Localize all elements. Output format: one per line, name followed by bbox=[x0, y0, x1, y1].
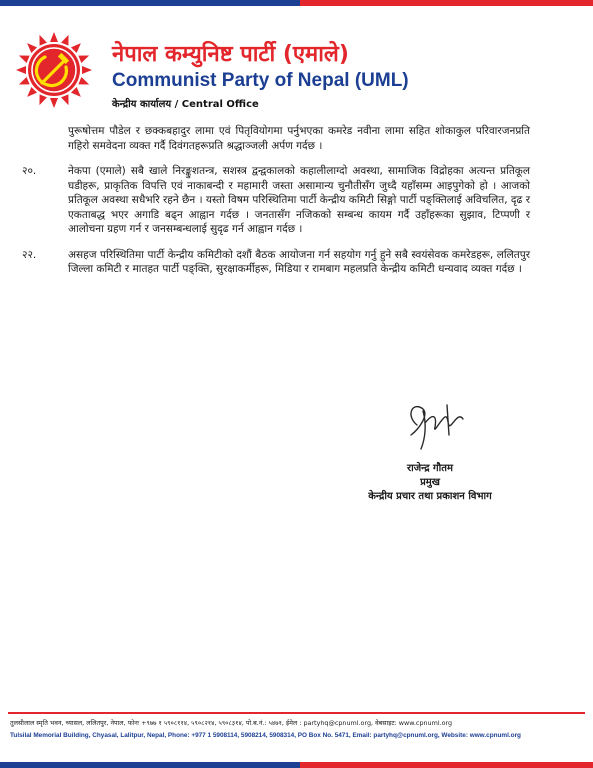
footer-address-nepali: तुलसीलाल स्मृति भवन, च्यासल, ललितपुर, नेपाल, फोनः +९७७ १ ५९०८११४, ५९०८२१४, ५९०८३१४, पो.ब.नं.: ५४७१, ईमेल : partyhq@cpnuml.org, वेबसाइट: www.cpnuml.org bbox=[10, 719, 453, 727]
item-number: २२. bbox=[22, 248, 37, 261]
signatory-name: राजेन्द्र गौतम bbox=[407, 463, 453, 474]
intro-paragraph: पुरूषोत्तम पौडेल र छक्कबहादुर लामा एवं पितृवियोगमा पर्नुभएका कमरेड नवीना लामा सहित शोकाकुल परिवारजनप्रति गहिरो समवेदना व्यक्त गर्दै दिवंगतहरूप्रति श्रद्धाञ्जली अर्पण गर्दछ । bbox=[68, 125, 530, 152]
party-name-english: Communist Party of Nepal (UML) bbox=[112, 70, 409, 91]
party-emblem-icon bbox=[14, 30, 94, 110]
bottom-band-blue bbox=[0, 762, 300, 768]
numbered-item bbox=[22, 248, 530, 277]
office-label: केन्द्रीय कार्यालय / Central Office bbox=[112, 99, 259, 110]
top-band-red bbox=[300, 0, 593, 6]
item-text: असहज परिस्थितिमा पार्टी केन्द्रीय कमिटीको दशौं बैठक आयोजना गर्न सहयोग गर्नु हुने सबै स्वयंसेवक कमरेडहरू, ललितपुर जिल्ला कमिटी र मातहत पार्टी पङ्क्ति, सुरक्षाकर्मीहरू, मिडिया र रामबाग महलप्रति केन्द्रीय कमिटी धन्यवाद व्यक्त गर्दछ । bbox=[68, 248, 530, 275]
footer-address-english: Tulsilal Memorial Building, Chyasal, Lalitpur, Nepal, Phone: +977 1 5908114, 5908214, 5908314, PO Box No. 5471, Email: partyhq@cpnuml.org, Website: www.cpnuml.org bbox=[10, 732, 521, 739]
letter-body bbox=[22, 124, 530, 288]
party-name-nepali: नेपाल कम्युनिष्ट पार्टी (एमाले) bbox=[112, 42, 349, 67]
item-number: २०. bbox=[22, 165, 37, 177]
item-text: नेकपा (एमाले) सबै खाले निरङ्कुशतन्त्र, सशस्त्र द्वन्द्वकालको कहालीलाग्दो अवस्था, सामाजिक विद्रोहका अत्यन्त प्रतिकूल घडीहरू, प्राकृतिक विपत्ति एवं नाकाबन्दी र महामारी जस्ता असामान्य चुनौतीसँग जुध्दै यहाँसम्म आइपुगेको हो । आजको प्रतिकूल अवस्था सधैभरि रहने छैन । यस्तो विषम परिस्थितिमा पार्टी केन्द्रीय कमिटी सिङ्गो पार्टी पङ्क्तिलाई अविचलित, दृढ र एकताबद्ध भएर अगाडि बढ्न आह्वान गर्दछ । जनतासँग नजिकको सम्बन्ध कायम गर्दै उहाँहरूका सुझाव, टिप्पणी र आलोचना ग्रहण गर्न र जनसम्बन्धलाई सुदृढ गर्न आह्वान गर्दछ । bbox=[68, 165, 530, 235]
handwritten-signature bbox=[403, 395, 473, 453]
footer-divider bbox=[8, 712, 585, 714]
numbered-item bbox=[22, 164, 530, 237]
signatory-position: प्रमुख bbox=[420, 477, 440, 488]
signatory-block bbox=[300, 462, 560, 504]
signatory-department: केन्द्रीय प्रचार तथा प्रकाशन विभाग bbox=[368, 491, 492, 502]
top-band-blue bbox=[0, 0, 300, 6]
bottom-band-red bbox=[300, 762, 593, 768]
